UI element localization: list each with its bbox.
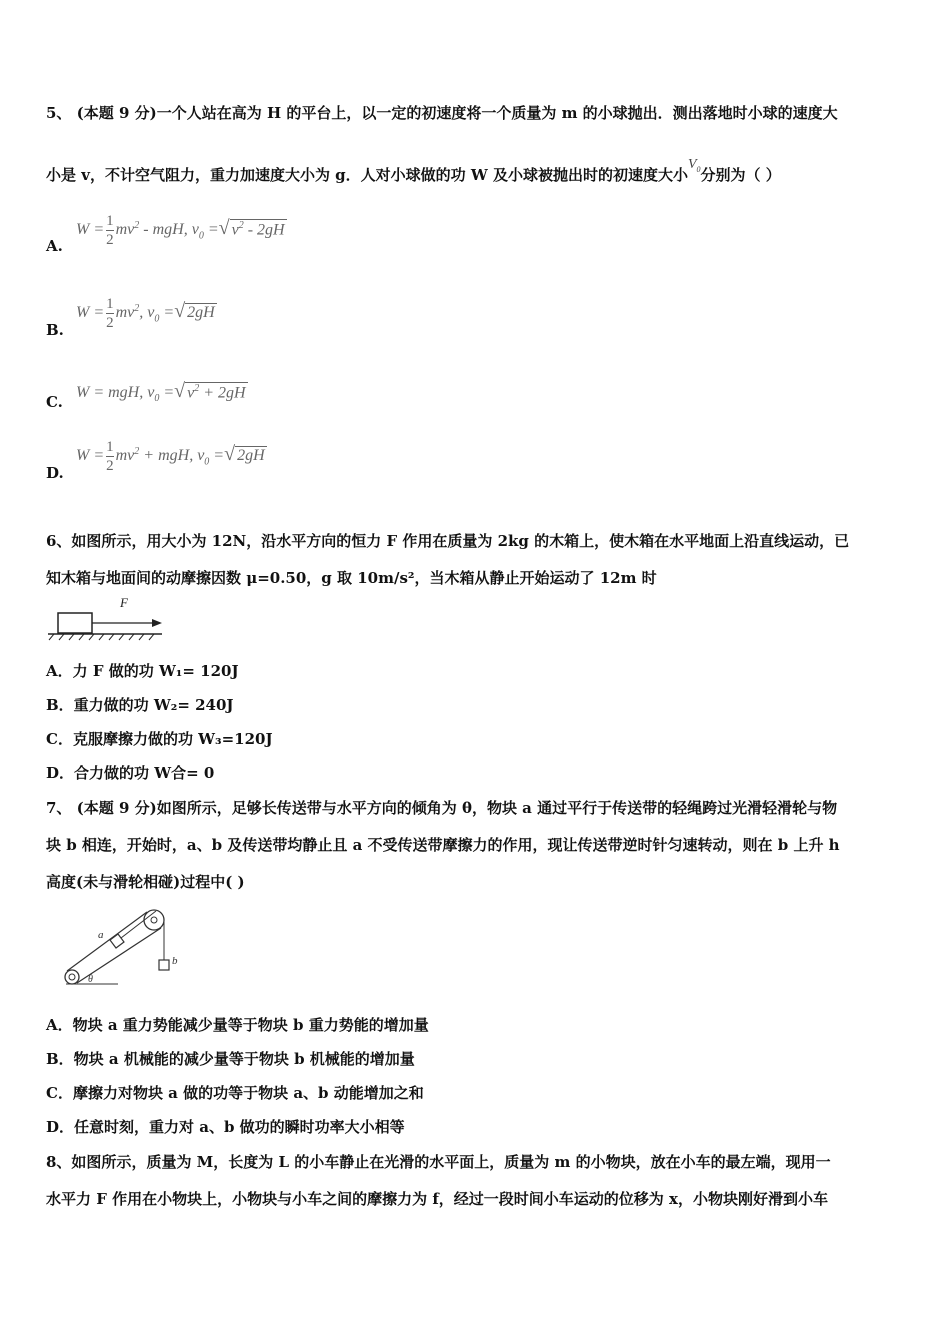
label-b: b — [172, 955, 178, 967]
q5-option-a-formula: W = $\frac{1}{2}$ $mv^2$ - mgH, $v_0$ =√ $v^2 - 2gH$ — [76, 213, 285, 248]
q6-line2: 知木箱与地面间的动摩擦因数 μ=0.50，g 取 10m/s²，当木箱从静止开始运动了 12m 时 — [46, 569, 657, 587]
q5-option-d-formula: W = $\frac{1}{2}$ $mv^2$ + mgH, $v_0$ =√ 2gH — [76, 439, 265, 474]
q8-line2: 水平力 F 作用在小物块上，小物块与小车之间的摩擦力为 f，经过一段时间小车运动的位移为 x，小物块刚好滑到小车 — [46, 1190, 828, 1208]
q7-line3: 高度(未与滑轮相碰)过程中( ) — [46, 873, 245, 891]
q5-option-d-label: D. — [46, 464, 64, 482]
q7-option-a: A．物块 a 重力势能减少量等于物块 b 重力势能的增加量 — [46, 1016, 429, 1034]
q7-line1: 7、 (本题 9 分)如图所示，足够长传送带与水平方向的倾角为 θ，物块 a 通过平行于传送带的轻绳跨过光滑轻滑轮与物 — [46, 799, 838, 817]
q5-line2a: 小是 v，不计空气阻力，重力加速度大小为 g．人对小球做的功 W 及小球被抛出时的初速度大小 — [46, 166, 688, 184]
label-theta: θ — [88, 974, 93, 985]
q6-option-c: C．克服摩擦力做的功 W₃=120J — [46, 730, 273, 748]
q6-option-a: A．力 F 做的功 W₁= 120J — [46, 662, 239, 680]
bottom-roller — [65, 970, 79, 984]
q5-option-a-label: A. — [46, 237, 63, 255]
q7-figure-conveyor — [58, 902, 188, 990]
force-label: F — [120, 595, 128, 610]
label-a: a — [98, 929, 104, 941]
q5-option-b-formula: W = $\frac{1}{2}$ $mv^2$, $v_0$ =√ 2gH — [76, 296, 215, 331]
q5-line1: 5、 (本题 9 分)一个人站在高为 H 的平台上，以一定的初速度将一个质量为 m 的小球抛出．测出落地时小球的速度大 — [46, 104, 838, 122]
q5-line2 — [46, 157, 781, 186]
q5-line2b: 分别为（ ） — [700, 166, 781, 184]
q7-option-d: D．任意时刻，重力对 a、b 做功的瞬时功率大小相等 — [46, 1118, 405, 1136]
q7-option-b: B．物块 a 机械能的减少量等于物块 b 机械能的增加量 — [46, 1050, 415, 1068]
force-arrow-head — [152, 619, 162, 627]
belt-upper — [67, 912, 147, 971]
block-b — [159, 960, 169, 970]
q7-line2: 块 b 相连，开始时，a、b 及传送带均静止且 a 不受传送带摩擦力的作用，现让传送带逆时针匀速转动，则在 b 上升 h — [46, 836, 840, 854]
q8-line1: 8、如图所示，质量为 M，长度为 L 的小车静止在光滑的水平面上，质量为 m 的小物块，放在小车的最左端，现用一 — [46, 1153, 831, 1171]
q5-option-b-label: B. — [46, 321, 64, 339]
q5-option-c-formula: W = mgH, $v_0$ =√ $v^2 + 2gH$ — [76, 380, 246, 405]
q6-line1: 6、如图所示，用大小为 12N，沿水平方向的恒力 F 作用在质量为 2kg 的木箱上，使木箱在水平地面上沿直线运动，已 — [46, 532, 850, 550]
q6-option-b: B．重力做的功 W₂= 240J — [46, 696, 234, 714]
block-a — [110, 934, 124, 948]
q5-option-c-label: C. — [46, 393, 63, 411]
q6-option-d: D．合力做的功 W合= 0 — [46, 764, 215, 782]
q7-option-c: C．摩擦力对物块 a 做的功等于物块 a、b 动能增加之和 — [46, 1084, 424, 1102]
wooden-box — [58, 613, 92, 633]
q6-figure-box-force — [44, 593, 164, 641]
v0-symbol: $V_0$ — [687, 157, 701, 174]
rope-a — [121, 911, 156, 938]
